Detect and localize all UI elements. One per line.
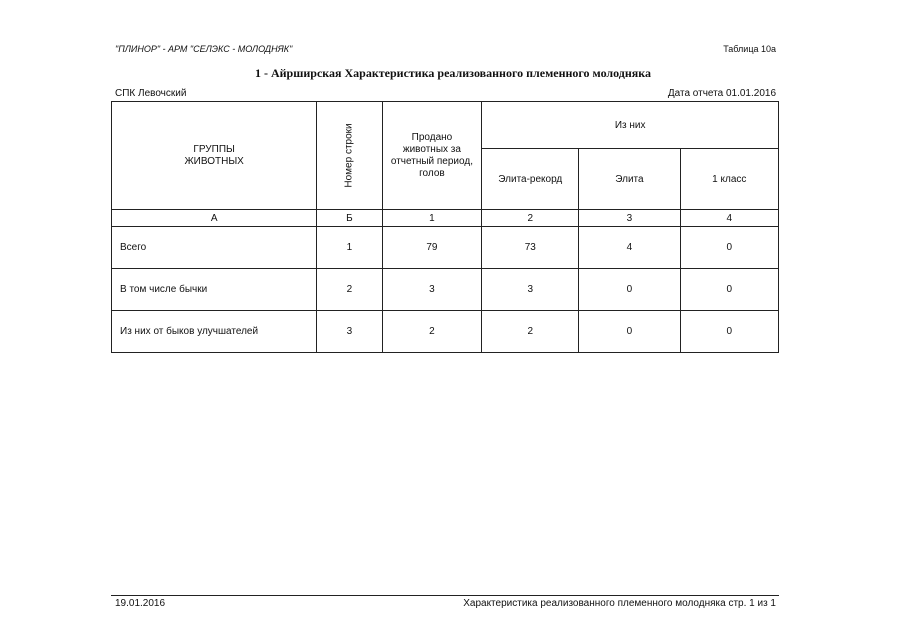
index-cell: 3 [579,210,680,227]
header-row-number-label: Номер строки [343,123,355,188]
row-elite-record: 3 [482,269,579,311]
header-class1: 1 класс [680,149,778,210]
footer-date: 19.01.2016 [115,598,166,609]
row-elite: 0 [579,311,680,353]
row-elite-record: 73 [482,227,579,269]
row-sold: 3 [382,269,482,311]
footer-divider [111,595,779,596]
header-sold-line2: животных за [402,143,461,155]
row-number: 3 [317,311,382,353]
row-label: Из них от быков улучшателей [112,311,317,353]
header-sold-line1: Продано [411,131,453,143]
header-elite-record: Элита-рекорд [482,149,579,210]
header-sold [382,102,482,210]
row-elite: 4 [579,227,680,269]
organization-name: СПК Левочский [115,88,187,99]
row-sold: 79 [382,227,482,269]
app-label: "ПЛИНОР" - АРМ "СЕЛЭКС - МОЛОДНЯК" [115,44,293,54]
header-animal-groups-line2: ЖИВОТНЫХ [184,155,244,167]
report-date: Дата отчета 01.01.2016 [667,88,776,99]
table-row [112,227,779,269]
header-elite: Элита [579,149,680,210]
row-class1: 0 [680,227,778,269]
header-animal-groups-line1: ГРУППЫ [193,143,235,155]
report-title: 1 - Айрширская Характеристика реализованного племенного молодняка [254,66,652,80]
row-sold: 2 [382,311,482,353]
index-cell: 2 [482,210,579,227]
index-cell: 4 [680,210,778,227]
header-row-number [317,102,382,210]
table-row [112,311,779,353]
header-sold-line3: отчетный период, [390,155,473,167]
index-cell: А [112,210,317,227]
row-number: 1 [317,227,382,269]
footer-caption: Характеристика реализованного племенного молодняка стр. 1 из 1 [463,598,776,609]
index-cell: 1 [382,210,482,227]
table-label: Таблица 10а [723,44,776,54]
index-row [112,210,779,227]
header-animal-groups [112,102,317,210]
row-class1: 0 [680,269,778,311]
header-of-them: Из них [482,102,779,149]
row-number: 2 [317,269,382,311]
header-sold-line4: голов [419,167,445,179]
sales-table [111,101,779,353]
index-cell: Б [317,210,382,227]
row-label: В том числе бычки [112,269,317,311]
row-class1: 0 [680,311,778,353]
table-row [112,269,779,311]
row-label: Всего [112,227,317,269]
row-elite-record: 2 [482,311,579,353]
row-elite: 0 [579,269,680,311]
